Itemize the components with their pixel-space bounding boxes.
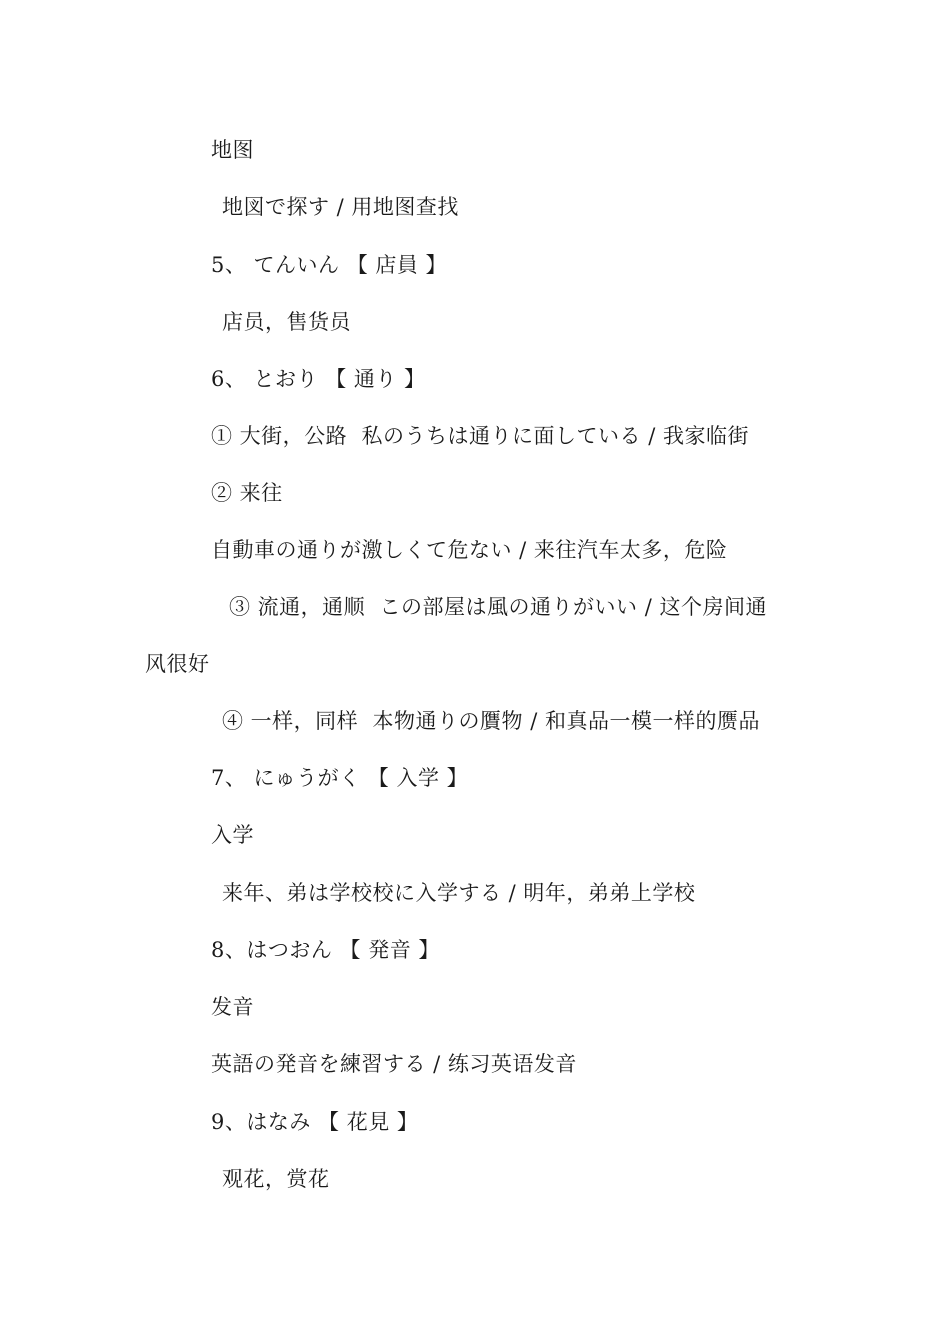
entry-5-heading: 5、 てんいん 【 店員 】	[211, 253, 448, 277]
entry-6-sense-2-example: 自動車の通りが激しくて危ない / 来往汽车太多，危险	[211, 538, 728, 562]
entry-5-meaning: 店员，售货员	[222, 310, 351, 334]
entry-6-sense-4: ④ 一样，同样 本物通りの贋物 / 和真品一模一样的赝品	[222, 709, 760, 733]
entry-6-sense-1: ① 大街，公路 私のうちは通りに面している / 我家临街	[211, 424, 749, 448]
entry-4-example: 地図で探す / 用地图查找	[222, 195, 459, 219]
entry-7-example: 来年、弟は学校校に入学する / 明年，弟弟上学校	[222, 881, 696, 905]
entry-7-meaning: 入学	[211, 823, 254, 847]
entry-6-sense-3: ③ 流通，通顺 この部屋は風の通りがいい / 这个房间通	[229, 595, 767, 619]
entry-8-example: 英語の発音を練習する / 练习英语发音	[211, 1052, 577, 1076]
entry-4-meaning: 地图	[211, 138, 254, 162]
entry-9-heading: 9、はなみ 【 花見 】	[211, 1110, 419, 1134]
entry-7-heading: 7、 にゅうがく 【 入学 】	[211, 766, 469, 790]
entry-6-sense-2: ② 来往	[211, 481, 283, 505]
entry-6-heading: 6、 とおり 【 通り 】	[211, 367, 426, 391]
entry-9-meaning: 观花，赏花	[222, 1167, 330, 1191]
entry-8-heading: 8、はつおん 【 発音 】	[211, 938, 440, 962]
entry-6-sense-3-wrap: 风很好	[145, 652, 210, 676]
entry-8-meaning: 发音	[211, 995, 254, 1019]
